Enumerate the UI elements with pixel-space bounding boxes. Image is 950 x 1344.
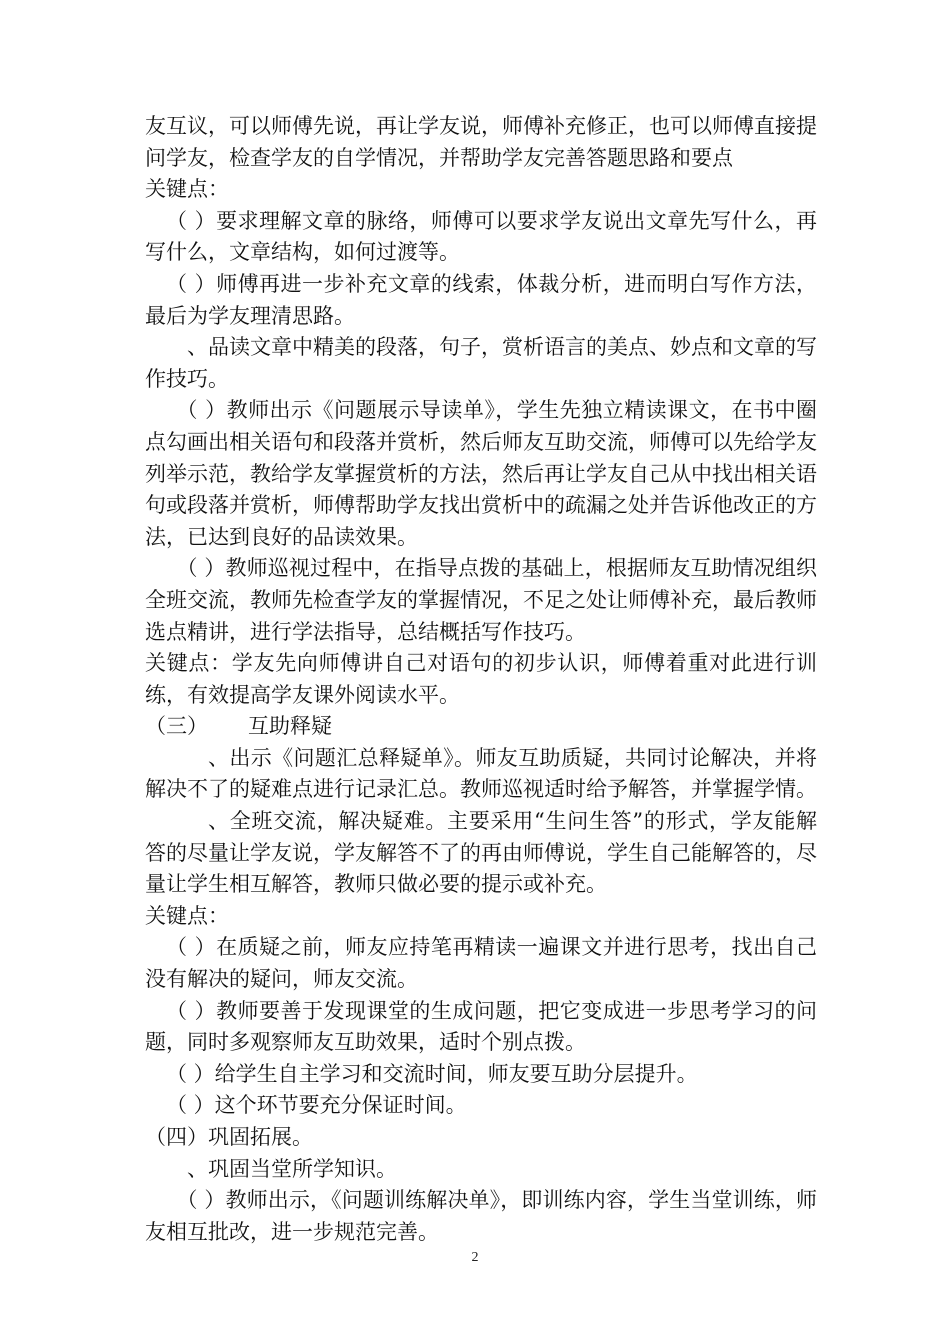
paragraph: 关键点：学友先向师傅讲自己对语句的初步认识，师傅着重对此进行训练，有效提高学友课外阅读水平。 bbox=[145, 651, 817, 707]
paragraph: （ ）教师出示，《问题训练解决单》，即训练内容，学生当堂训练，师友相互批改，进一步规范完善。 bbox=[145, 1188, 817, 1244]
paragraph: （ ）给学生自主学习和交流时间，师友要互助分层提升。 bbox=[166, 1061, 698, 1086]
body-text bbox=[145, 111, 817, 1248]
paragraph: （ ）教师巡视过程中，在指导点拨的基础上，根据师友互助情况组织全班交流，教师先检查学友的掌握情况，不足之处让师傅补充，最后教师选点精讲，进行学法指导，总结概括写作技巧。 bbox=[145, 556, 817, 644]
paragraph: 、出示《问题汇总释疑单》。师友互助质疑，共同讨论解决，并将解决不了的疑难点进行记录汇总。教师巡视适时给予解答，并掌握学情。 bbox=[145, 745, 817, 802]
paragraph: （ ）教师出示《问题展示导读单》，学生先独立精读课文，在书中圈点勾画出相关语句和段落并赏析，然后师友互助交流，师傅可以先给学友列举示范，教给学友掌握赏析的方法，然后再让学友自己从中找出相关语句或段落并赏析，师傅帮助学友找出赏析中的疏漏之处并告诉他改正的方法，已达到良好的品读效果。 bbox=[145, 398, 817, 549]
paragraph: 关键点： bbox=[145, 177, 229, 202]
paragraph: （ ）在质疑之前，师友应持笔再精读一遍课文并进行思考，找出自己没有解决的疑问，师友交流。 bbox=[145, 935, 817, 992]
paragraph: 、全班交流，解决疑难。主要采用“生问生答”的形式，学友能解答的尽量让学友说，学友解答不了的再由师傅说，学生自己能解答的，尽量让学生相互解答，教师只做必要的提示或补充。 bbox=[145, 809, 817, 897]
paragraph: （ ）师傅再进一步补充文章的线索，体裁分析，进而明白写作方法，最后为学友理清思路。 bbox=[145, 271, 817, 328]
section-heading: （四）巩固拓展。 bbox=[145, 1125, 313, 1149]
page-number: 2 bbox=[471, 1250, 479, 1265]
paragraph: 友互议，可以师傅先说，再让学友说，师傅补充修正，也可以师傅直接提问学友，检查学友的自学情况，并帮助学友完善答题思路和要点 bbox=[145, 114, 817, 170]
section-heading: （三） 互助释疑 bbox=[145, 714, 333, 739]
paragraph: （ ）这个环节要充分保证时间。 bbox=[166, 1093, 467, 1118]
paragraph: 关键点： bbox=[145, 903, 229, 928]
paragraph: 、巩固当堂所学知识。 bbox=[187, 1156, 397, 1181]
paragraph: （ ）教师要善于发现课堂的生成问题，把它变成进一步思考学习的问题，同时多观察师友互助效果，适时个别点拨。 bbox=[145, 998, 817, 1055]
paragraph: 、品读文章中精美的段落，句子，赏析语言的美点、妙点和文章的写作技巧。 bbox=[145, 335, 817, 391]
paragraph: （ ）要求理解文章的脉络，师傅可以要求学友说出文章先写什么，再写什么，文章结构，如何过渡等。 bbox=[145, 208, 817, 265]
